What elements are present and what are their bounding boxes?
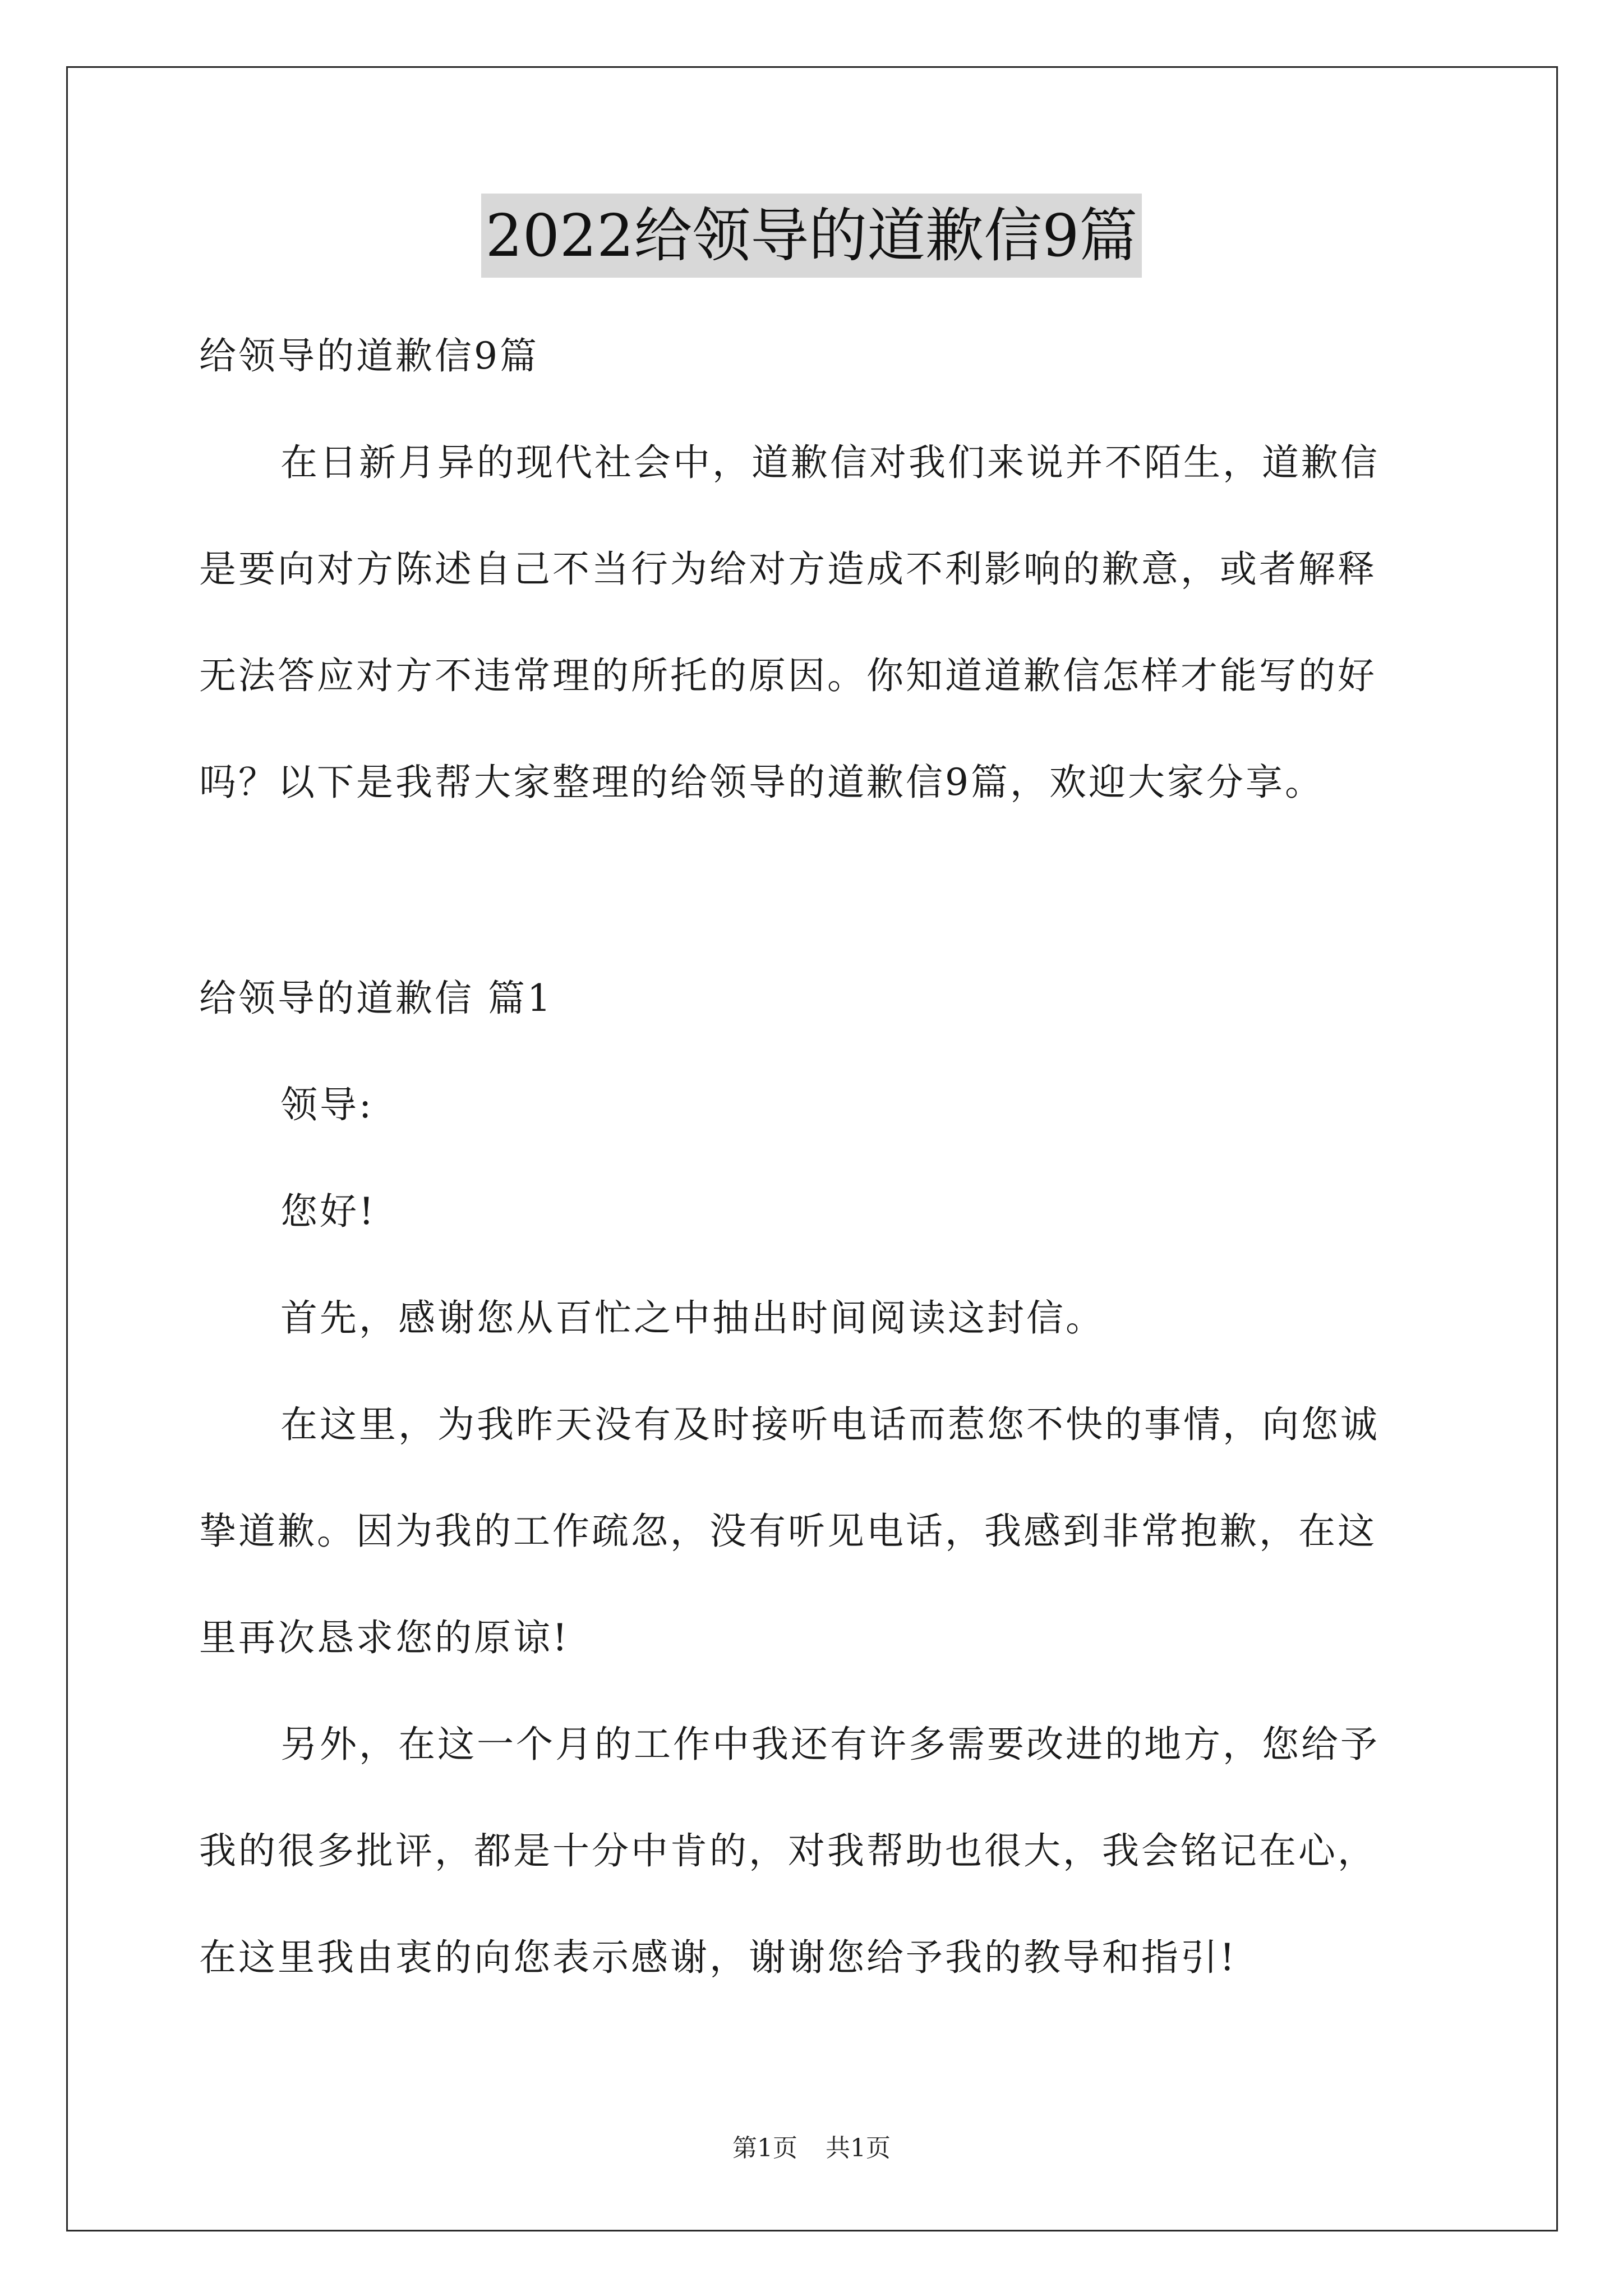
title-container bbox=[0, 194, 1623, 278]
salutation: 领导: bbox=[280, 1083, 374, 1126]
paragraph-line: 另外，在这一个月的工作中我还有许多需要改进的地方，您给予 bbox=[280, 1723, 1380, 1766]
page-number-current: 第1页 bbox=[732, 2134, 797, 2162]
document-subtitle: 给领导的道歉信9篇 bbox=[199, 334, 539, 378]
paragraph-line: 挚道歉。因为我的工作疏忽，没有听见电话，我感到非常抱歉，在这 bbox=[199, 1510, 1377, 1553]
document-body bbox=[199, 303, 1427, 2011]
paragraph-line: 在这里，为我昨天没有及时接听电话而惹您不快的事情，向您诚 bbox=[280, 1403, 1380, 1446]
greeting: 您好! bbox=[280, 1190, 376, 1233]
section-heading: 给领导的道歉信 篇1 bbox=[199, 977, 553, 1020]
intro-line: 在日新月异的现代社会中，道歉信对我们来说并不陌生，道歉信 bbox=[280, 441, 1380, 484]
page-number-total: 共1页 bbox=[826, 2134, 891, 2162]
paragraph-line: 里再次恳求您的原谅! bbox=[199, 1616, 570, 1659]
paragraph-line: 我的很多批评，都是十分中肯的，对我帮助也很大，我会铭记在心， bbox=[199, 1829, 1377, 1872]
paragraph-line: 在这里我由衷的向您表示感谢，谢谢您给予我的教导和指引! bbox=[199, 1936, 1237, 1979]
intro-line: 是要向对方陈述自己不当行为给对方造成不利影响的歉意，或者解释 bbox=[199, 547, 1377, 591]
document-title: 2022给领导的道歉信9篇 bbox=[481, 194, 1142, 278]
intro-line: 无法答应对方不违常理的所托的原因。你知道道歉信怎样才能写的好 bbox=[199, 654, 1377, 697]
page-footer bbox=[0, 2132, 1623, 2165]
intro-line: 吗？以下是我帮大家整理的给领导的道歉信9篇，欢迎大家分享。 bbox=[199, 761, 1324, 804]
paragraph-line: 首先，感谢您从百忙之中抽出时间阅读这封信。 bbox=[280, 1296, 1105, 1340]
section-spacer bbox=[199, 836, 1427, 945]
